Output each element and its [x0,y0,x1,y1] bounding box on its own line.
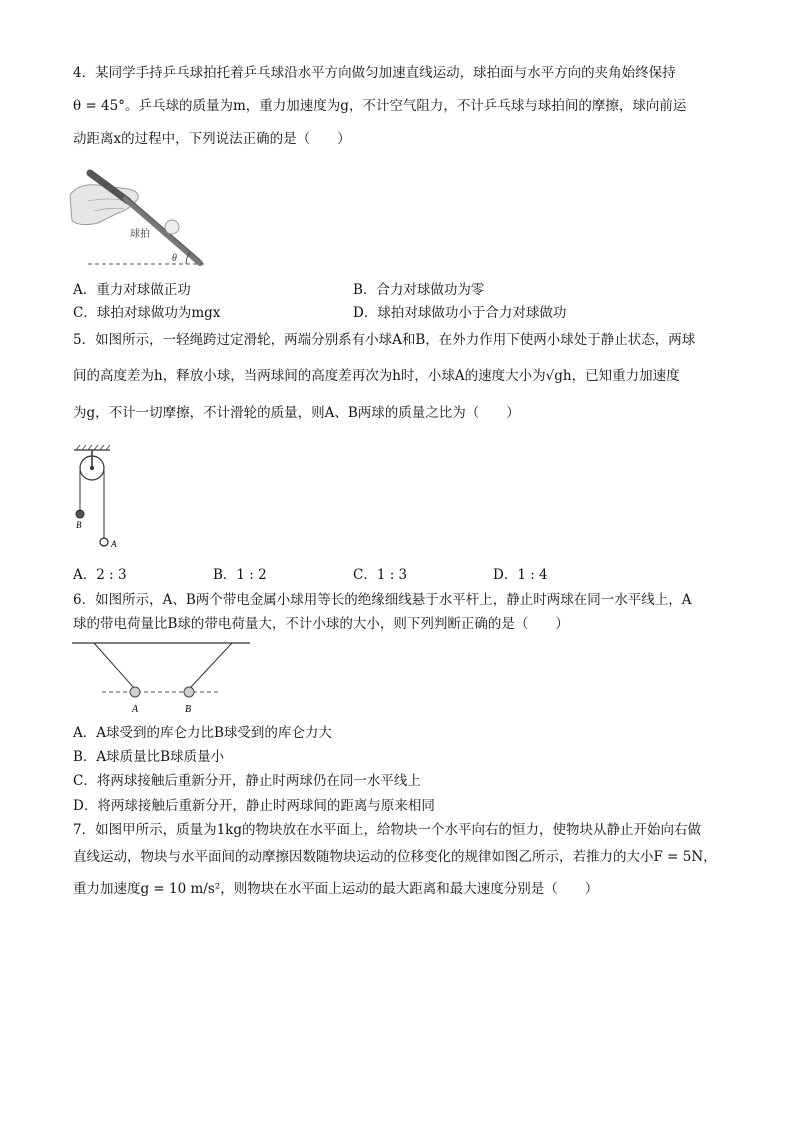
q5-label-a: A [111,539,117,549]
q4-figure-label: 球拍 [130,229,150,240]
q6-label-b: B [185,704,192,715]
q6-charged-balls-figure [72,638,252,718]
q6-option-a[interactable]: A．A球受到的库仑力比B球受到的库仑力大 [73,725,332,741]
q5-stem-line-1: 5．如图所示，一轻绳跨过定滑轮，两端分别系有小球A和B，在外力作用下使两小球处于静止状态，两球 [73,332,696,348]
q4-paddle-figure [68,165,208,270]
q5-option-d[interactable]: D．1 : 4 [493,567,548,583]
q5-pulley-figure [70,444,130,554]
q5-stem-line-3: 为g，不计一切摩擦，不计滑轮的质量，则A、B两球的质量之比为（ ） [73,405,520,421]
q4-angle-label: θ [172,253,177,264]
q4-option-b[interactable]: B．合力对球做功为零 [353,282,485,298]
q4-stem-line-2: θ = 45°。乒乓球的质量为m，重力加速度为g，不计空气阻力，不计乒乓球与球拍间的摩擦，球向前运 [73,98,687,114]
q4-stem-line-3: 动距离x的过程中，下列说法正确的是（ ） [73,131,351,147]
q5-option-b[interactable]: B．1 : 2 [213,567,267,583]
q5-option-c[interactable]: C．1 : 3 [353,567,408,583]
q4-option-c[interactable]: C．球拍对球做功为mgx [73,305,221,321]
q5-option-a[interactable]: A．2 : 3 [73,567,127,583]
q6-label-a: A [132,704,139,715]
q6-option-d[interactable]: D．将两球接触后重新分开，静止时两球间的距离与原来相同 [73,798,435,814]
q5-label-b: B [76,520,82,530]
q5-stem-line-2: 间的高度差为h，释放小球，当两球间的高度差再次为h时，小球A的速度大小为√gh，已知重力加速度 [73,368,680,384]
q7-stem-line-1: 7．如图甲所示，质量为1kg的物块放在水平面上，给物块一个水平向右的恒力，使物块从静止开始向右做 [73,822,701,838]
q4-option-d[interactable]: D．球拍对球做功小于合力对球做功 [353,305,567,321]
q4-stem-line-1: 4．某同学手持乒乓球拍托着乒乓球沿水平方向做匀加速直线运动，球拍面与水平方向的夹角始终保持 [73,65,676,81]
q6-option-b[interactable]: B．A球质量比B球质量小 [73,749,225,765]
q6-stem-line-1: 6．如图所示，A、B两个带电金属小球用等长的绝缘细线悬于水平杆上，静止时两球在同一水平线上，A [73,592,692,608]
q4-option-a[interactable]: A．重力对球做正功 [73,282,191,298]
q7-stem-line-3: 重力加速度g = 10 m/s²，则物块在水平面上运动的最大距离和最大速度分别是（ ） [73,881,599,897]
q7-stem-line-2: 直线运动，物块与水平面间的动摩擦因数随物块运动的位移变化的规律如图乙所示，若推力的大小F = 5N， [73,849,717,865]
q6-option-c[interactable]: C．将两球接触后重新分开，静止时两球仍在同一水平线上 [73,773,421,789]
q6-stem-line-2: 球的带电荷量比B球的带电荷量大，不计小球的大小，则下列判断正确的是（ ） [73,616,569,632]
